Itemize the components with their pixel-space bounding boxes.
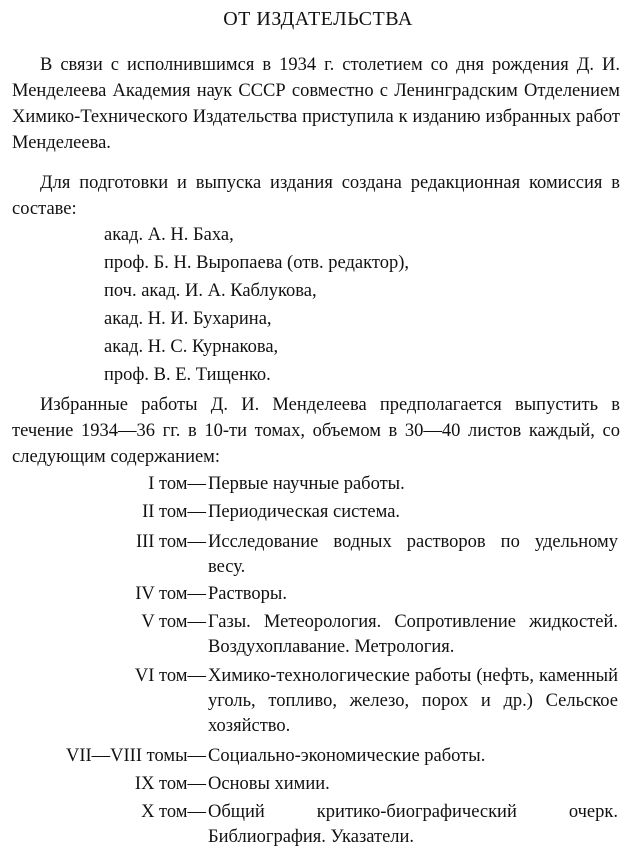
volume-label: X том— — [141, 802, 206, 822]
volume-description: Растворы. — [208, 584, 287, 604]
volume-label: II том— — [142, 502, 206, 522]
volume-description: Исследование водных растворов по удельному весу. — [208, 532, 618, 577]
commission-member: проф. В. Е. Тищенко. — [104, 365, 271, 385]
intro-paragraph-text: В связи с исполнившимся в 1934 г. столетием со дня рождения Д. И. Менделеева Академия наук СССР совместно с Ленинградским Отделением Химико-Технического Издательства приступила к изданию избранных работ Менделеева. — [12, 55, 620, 153]
volume-description: Химико-технологические работы (нефть, каменный уголь, топливо, железо, порох и др.) Сельское хозяйство. — [208, 666, 618, 736]
volume-description: Газы. Метеорология. Сопротивление жидкостей. Воздухоплавание. Метрология. — [208, 612, 618, 657]
volume-description: Социально-экономические работы. — [208, 746, 486, 766]
volume-label: V том— — [141, 612, 206, 632]
volume-description: Периодическая система. — [208, 502, 401, 522]
volume-label: III том— — [135, 532, 206, 552]
volume-label: VI том— — [134, 666, 206, 686]
volume-description: Первые научные работы. — [208, 474, 405, 494]
commission-paragraph — [12, 170, 620, 222]
volumes-paragraph — [12, 392, 620, 470]
page-title: ОТ ИЗДАТЕЛЬСТВА — [223, 8, 413, 30]
commission-member: акад. Н. С. Курнакова, — [104, 337, 279, 357]
volume-label: VII—VIII томы— — [65, 746, 206, 766]
commission-member: акад. А. Н. Баха, — [104, 225, 234, 245]
volumes-paragraph-text: Избранные работы Д. И. Менделеева предполагается выпустить в течение 1934—36 гг. в 10-ти томах, объемом в 30—40 листов каждый, со следующим содержанием: — [12, 395, 620, 467]
commission-member: проф. Б. Н. Выропаева (отв. редактор), — [104, 253, 409, 273]
volume-label: I том— — [148, 474, 206, 494]
commission-paragraph-text: Для подготовки и выпуска издания создана редакционная комиссия в составе: — [12, 173, 620, 219]
commission-member: поч. акад. И. А. Каблукова, — [104, 281, 317, 301]
volume-description: Общий критико-биографический очерк. Библиография. Указатели. — [208, 802, 618, 847]
volume-description: Основы химии. — [208, 774, 330, 794]
volume-label: IV том— — [135, 584, 206, 604]
volume-label: IX том— — [134, 774, 206, 794]
intro-paragraph — [12, 52, 620, 156]
commission-member: акад. Н. И. Бухарина, — [104, 309, 272, 329]
